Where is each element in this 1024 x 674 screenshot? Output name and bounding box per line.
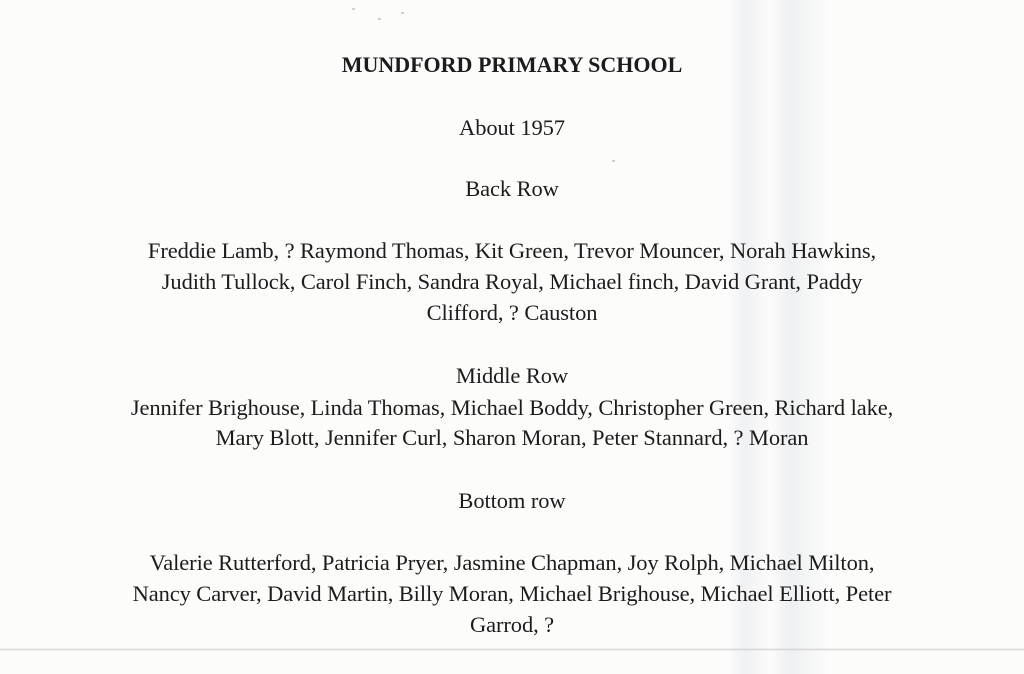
- bottom-row-names-line: Garrod, ?: [469, 612, 555, 637]
- document-title: MUNDFORD PRIMARY SCHOOL: [341, 52, 683, 77]
- back-row-names-line: Judith Tullock, Carol Finch, Sandra Royal, Michael finch, David Grant, Paddy: [161, 269, 863, 294]
- paper-speck: [612, 160, 615, 162]
- document-date: About 1957: [459, 115, 565, 140]
- middle-row-names-line: Mary Blott, Jennifer Curl, Sharon Moran, Peter Stannard, ? Moran: [215, 425, 809, 450]
- paper-speck: [352, 8, 355, 10]
- middle-row-names-line: Jennifer Brighouse, Linda Thomas, Michael Boddy, Christopher Green, Richard lake,: [130, 395, 894, 420]
- paper-speck: [401, 12, 404, 14]
- back-row-names-line: Freddie Lamb, ? Raymond Thomas, Kit Green, Trevor Mouncer, Norah Hawkins,: [147, 238, 877, 263]
- back-row-names-line: Clifford, ? Causton: [426, 300, 598, 325]
- bottom-row-names-line: Nancy Carver, David Martin, Billy Moran, Michael Brighouse, Michael Elliott, Peter: [132, 581, 892, 606]
- section-heading-bottom-row: Bottom row: [458, 488, 566, 513]
- bottom-row-names-line: Valerie Rutterford, Patricia Pryer, Jasmine Chapman, Joy Rolph, Michael Milton,: [149, 550, 875, 575]
- section-heading-back-row: Back Row: [465, 176, 559, 201]
- paper-fold-line: [0, 648, 1024, 651]
- paper-speck: [378, 18, 381, 20]
- section-heading-middle-row: Middle Row: [455, 363, 569, 388]
